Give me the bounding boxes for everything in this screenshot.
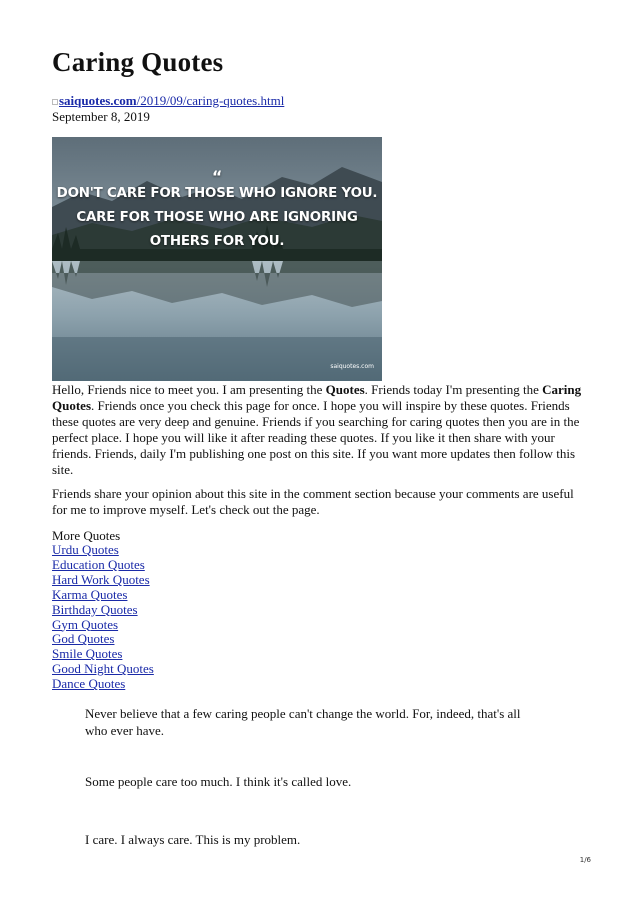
intro-text: . Friends today I'm presenting the bbox=[364, 382, 543, 397]
intro-bold-caring-quotes: Caring Quotes bbox=[52, 382, 582, 414]
source-domain: saiquotes.com bbox=[59, 93, 137, 108]
publish-date: September 8, 2019 bbox=[52, 109, 150, 124]
source-line bbox=[52, 93, 284, 109]
hero-quote-line: OTHERS FOR YOU. bbox=[149, 234, 285, 249]
intro-bold-quotes: Quotes bbox=[325, 382, 365, 397]
hero-quote-overlay bbox=[52, 167, 382, 254]
link-dance-quotes[interactable]: Dance Quotes bbox=[52, 676, 126, 692]
link-gym-quotes[interactable]: Gym Quotes bbox=[52, 616, 119, 632]
list-item bbox=[52, 662, 154, 677]
favicon-icon bbox=[52, 99, 58, 105]
link-education-quotes[interactable]: Education Quotes bbox=[52, 556, 145, 572]
link-good-night-quotes[interactable]: Good Night Quotes bbox=[52, 661, 154, 677]
list-item bbox=[52, 647, 154, 662]
source-path: /2019/09/caring-quotes.html bbox=[136, 93, 285, 108]
list-item bbox=[52, 558, 154, 573]
source-link[interactable] bbox=[59, 93, 284, 108]
link-god-quotes[interactable]: God Quotes bbox=[52, 631, 115, 647]
link-urdu-quotes[interactable]: Urdu Quotes bbox=[52, 542, 119, 557]
intro-text: Hello, Friends nice to meet you. I am presenting the bbox=[52, 382, 326, 397]
link-karma-quotes[interactable]: Karma Quotes bbox=[52, 586, 128, 602]
quote-item: Never believe that a few caring people can't change the world. For, indeed, that's all who ever have. bbox=[85, 706, 521, 738]
page-number: 1/6 bbox=[579, 856, 591, 864]
more-quotes-list bbox=[52, 543, 154, 692]
hero-quote-line: CARE FOR THOSE WHO ARE IGNORING bbox=[76, 210, 358, 225]
list-item bbox=[52, 632, 154, 647]
quote-item: Some people care too much. I think it's called love. bbox=[85, 774, 352, 789]
list-item bbox=[52, 543, 154, 558]
hero-image bbox=[52, 137, 382, 381]
page-title: Caring Quotes bbox=[52, 47, 224, 77]
link-hard-work-quotes[interactable]: Hard Work Quotes bbox=[52, 571, 150, 587]
list-item bbox=[52, 677, 154, 692]
list-item bbox=[52, 618, 154, 633]
list-item bbox=[52, 573, 154, 588]
link-birthday-quotes[interactable]: Birthday Quotes bbox=[52, 601, 138, 617]
link-smile-quotes[interactable]: Smile Quotes bbox=[52, 646, 123, 662]
hero-quote-line: DON'T CARE FOR THOSE WHO IGNORE YOU. bbox=[56, 186, 378, 201]
opinion-paragraph: Friends share your opinion about this site in the comment section because your comments are useful for me to improve myself. Let's check out the page. bbox=[52, 486, 574, 518]
more-quotes-heading: More Quotes bbox=[52, 528, 121, 543]
quote-item: I care. I always care. This is my problem. bbox=[85, 832, 301, 847]
image-credit: saiquotes.com bbox=[330, 363, 374, 370]
intro-text: . Friends once you check this page for once. I hope you will inspire by these quotes. Friends these quotes are very deep and genuine. Friends if you searching for caring quotes then you are in the perfect place. I hope you will like it after reading these quotes. If you like it then share with your friends. Friends, daily I'm publishing one post on this site. If you want more updates then follow this site. bbox=[52, 398, 580, 478]
intro-paragraph bbox=[52, 382, 592, 479]
list-item bbox=[52, 603, 154, 618]
quote-mark: “ bbox=[211, 167, 223, 186]
list-item bbox=[52, 588, 154, 603]
